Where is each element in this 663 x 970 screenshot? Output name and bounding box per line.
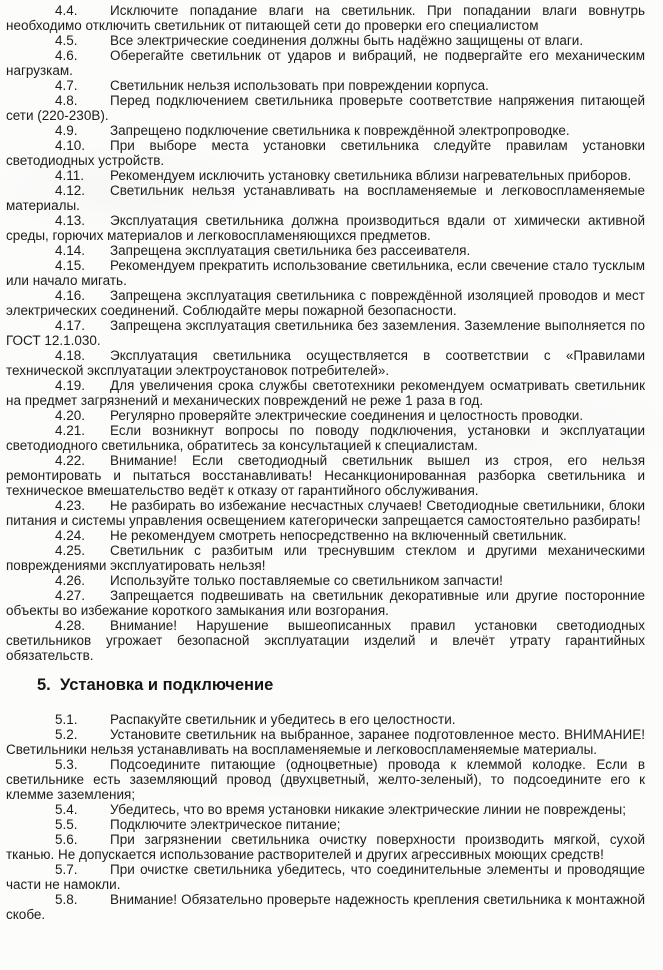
paragraph-text: Эксплуатация светильника осуществляется в соответствии с «Правилами технической эксплуатации электроустановок потребителей». [6, 348, 645, 378]
paragraph-number: 5.2. [55, 727, 78, 742]
paragraph-4-22 [6, 453, 645, 498]
paragraph-number: 4.9. [55, 123, 78, 138]
paragraph-number: 4.18. [55, 348, 86, 363]
paragraph-number: 4.27. [55, 588, 86, 603]
paragraph-text: Убедитесь, что во время установки никакие электрические линии не повреждены; [110, 802, 626, 817]
paragraph-text: Светильник с разбитым или треснувшим стеклом и другими механическими повреждениями эксплуатировать нельзя! [6, 543, 645, 573]
paragraph-text: Внимание! Обязательно проверьте надежность крепления светильника к монтажной скобе. [6, 892, 645, 922]
paragraph-text: Запрещена эксплуатация светильника без заземления. Заземление выполняется по ГОСТ 12.1.030. [6, 318, 645, 348]
paragraph-5-1 [6, 712, 645, 727]
paragraph-number: 4.17. [55, 318, 86, 333]
paragraph-text: Распакуйте светильник и убедитесь в его целостности. [110, 712, 456, 727]
paragraph-number: 5.6. [55, 832, 78, 847]
paragraph-number: 5.7. [55, 862, 78, 877]
paragraph-number: 5.1. [55, 712, 78, 727]
paragraph-4-7 [6, 78, 645, 93]
paragraph-text: Перед подключением светильника проверьте соответствие напряжения питающей сети (220-230В). [6, 93, 645, 123]
paragraph-4-18 [6, 348, 645, 378]
paragraph-text: Внимание! Если светодиодный светильник вышел из строя, его нельзя ремонтировать и пытаться восстанавливать! Несанкционированная разборка светильника и техническое вмешательство ведёт к отказу от гарантийного обслуживания. [6, 453, 645, 498]
paragraph-4-6 [6, 48, 645, 78]
paragraph-text: Внимание! Нарушение вышеописанных правил установки светодиодных светильников угрожает безопасной эксплуатации изделий и влечёт утрату гарантийных обязательств. [6, 618, 645, 663]
paragraph-number: 4.7. [55, 78, 78, 93]
paragraph-number: 4.8. [55, 93, 78, 108]
paragraph-4-10 [6, 138, 645, 168]
paragraph-4-26 [6, 573, 645, 588]
paragraph-number: 4.14. [55, 243, 86, 258]
paragraph-text: Запрещена эксплуатация светильника с повреждённой изоляцией проводов и мест электрических соединений. Соблюдайте меры пожарной безопасности. [6, 288, 645, 318]
paragraph-number: 5.8. [55, 892, 78, 907]
paragraph-4-20 [6, 408, 645, 423]
paragraph-text: Не разбирать во избежание несчастных случаев! Светодиодные светильники, блоки питания и системы управления освещением категорически запрещается самостоятельно разбирать! [6, 498, 645, 528]
paragraph-number: 4.16. [55, 288, 86, 303]
paragraph-text: Светильник нельзя устанавливать на воспламеняемые и легковоспламеняемые материалы. [6, 183, 645, 213]
paragraph-number: 4.24. [55, 528, 86, 543]
section-4-safety-paragraphs [6, 3, 645, 663]
paragraph-4-23 [6, 498, 645, 528]
paragraph-number: 5.5. [55, 817, 78, 832]
paragraph-4-14 [6, 243, 645, 258]
section-5-heading-title: Установка и подключение [60, 676, 274, 694]
paragraph-5-4 [6, 802, 645, 817]
paragraph-4-11 [6, 168, 645, 183]
paragraph-number: 4.5. [55, 33, 78, 48]
paragraph-text: Запрещено подключение светильника к повреждённой электропроводке. [110, 123, 570, 138]
paragraph-number: 5.3. [55, 757, 78, 772]
paragraph-4-16 [6, 288, 645, 318]
paragraph-text: При очистке светильника убедитесь, что соединительные элементы и проводящие части не намокли. [6, 862, 645, 892]
paragraph-4-9 [6, 123, 645, 138]
section-5-heading [6, 675, 645, 696]
paragraph-text: Регулярно проверяйте электрические соединения и целостность проводки. [110, 408, 584, 423]
paragraph-number: 4.4. [55, 3, 78, 18]
paragraph-text: Подсоедините питающие (одноцветные) провода к клеммой колодке. Если в светильнике есть заземляющий провод (двухцветный, желто-зеленый), то подсоедините его к клемме заземления; [6, 757, 645, 802]
paragraph-5-5 [6, 817, 645, 832]
paragraph-5-2 [6, 727, 645, 757]
paragraph-4-21 [6, 423, 645, 453]
paragraph-number: 4.12. [55, 183, 86, 198]
paragraph-number: 4.23. [55, 498, 86, 513]
paragraph-text: Запрещена эксплуатация светильника без рассеивателя. [110, 243, 471, 258]
paragraph-4-15 [6, 258, 645, 288]
paragraph-text: Все электрические соединения должны быть надёжно защищены от влаги. [110, 33, 584, 48]
paragraph-4-27 [6, 588, 645, 618]
paragraph-5-8 [6, 892, 645, 922]
paragraph-text: Эксплуатация светильника должна производиться вдали от химически активной среды, горючих материалов и легковоспламеняющихся предметов. [6, 213, 645, 243]
paragraph-text: При выборе места установки светильника следуйте правилам установки светодиодных устройств. [6, 138, 645, 168]
paragraph-number: 4.19. [55, 378, 86, 393]
paragraph-text: Подключите электрическое питание; [110, 817, 341, 832]
paragraph-number: 4.13. [55, 213, 86, 228]
paragraph-number: 4.28. [55, 618, 86, 633]
paragraph-5-6 [6, 832, 645, 862]
paragraph-4-25 [6, 543, 645, 573]
paragraph-4-19 [6, 378, 645, 408]
paragraph-text: Рекомендуем прекратить использование светильника, если свечение стало тусклым или начало мигать. [6, 258, 645, 288]
paragraph-number: 4.25. [55, 543, 86, 558]
paragraph-number: 4.10. [55, 138, 86, 153]
paragraph-number: 4.21. [55, 423, 86, 438]
paragraph-4-5 [6, 33, 645, 48]
paragraph-4-28 [6, 618, 645, 663]
paragraph-text: Не рекомендуем смотреть непосредственно на включенный светильник. [110, 528, 567, 543]
paragraph-text: При загрязнении светильника очистку поверхности производить мягкой, сухой тканью. Не допускается использование растворителей и других агрессивных моющих средств! [6, 832, 645, 862]
paragraph-5-7 [6, 862, 645, 892]
paragraph-number: 5.4. [55, 802, 78, 817]
paragraph-4-13 [6, 213, 645, 243]
paragraph-number: 4.6. [55, 48, 78, 63]
paragraph-text: Запрещается подвешивать на светильник декоративные или другие посторонние объекты во избежание короткого замыкания или возгорания. [6, 588, 645, 618]
paragraph-text: Исключите попадание влаги на светильник. При попадании влаги вовнутрь необходимо отключить светильник от питающей сети до проверки его специалистом [6, 3, 645, 33]
paragraph-4-12 [6, 183, 645, 213]
section-5-install-paragraphs [6, 712, 645, 922]
paragraph-number: 4.11. [55, 168, 85, 183]
paragraph-4-4 [6, 3, 645, 33]
paragraph-number: 4.20. [55, 408, 86, 423]
paragraph-text: Оберегайте светильник от ударов и вибраций, не подвергайте его механическим нагрузкам. [6, 48, 645, 78]
paragraph-text: Используйте только поставляемые со светильником запчасти! [110, 573, 503, 588]
paragraph-5-3 [6, 757, 645, 802]
paragraph-text: Если возникнут вопросы по поводу подключения, установки и эксплуатации светодиодного светильника, обратитесь за консультацией к специалистам. [6, 423, 645, 453]
paragraph-text: Установите светильник на выбранное, заранее подготовленное место. ВНИМАНИЕ! Светильники нельзя устанавливать на воспламеняемые и легковоспламеняемые материалы. [6, 727, 645, 757]
paragraph-4-24 [6, 528, 645, 543]
paragraph-number: 4.26. [55, 573, 86, 588]
paragraph-4-17 [6, 318, 645, 348]
paragraph-number: 4.22. [55, 453, 86, 468]
section-5-heading-number: 5. [37, 676, 51, 694]
paragraph-number: 4.15. [55, 258, 86, 273]
paragraph-text: Рекомендуем исключить установку светильника вблизи нагревательных приборов. [110, 168, 632, 183]
paragraph-4-8 [6, 93, 645, 123]
paragraph-text: Светильник нельзя использовать при повреждении корпуса. [110, 78, 489, 93]
paragraph-text: Для увеличения срока службы светотехники рекомендуем осматривать светильник на предмет загрязнений и механических повреждений не реже 1 раза в год. [6, 378, 645, 408]
